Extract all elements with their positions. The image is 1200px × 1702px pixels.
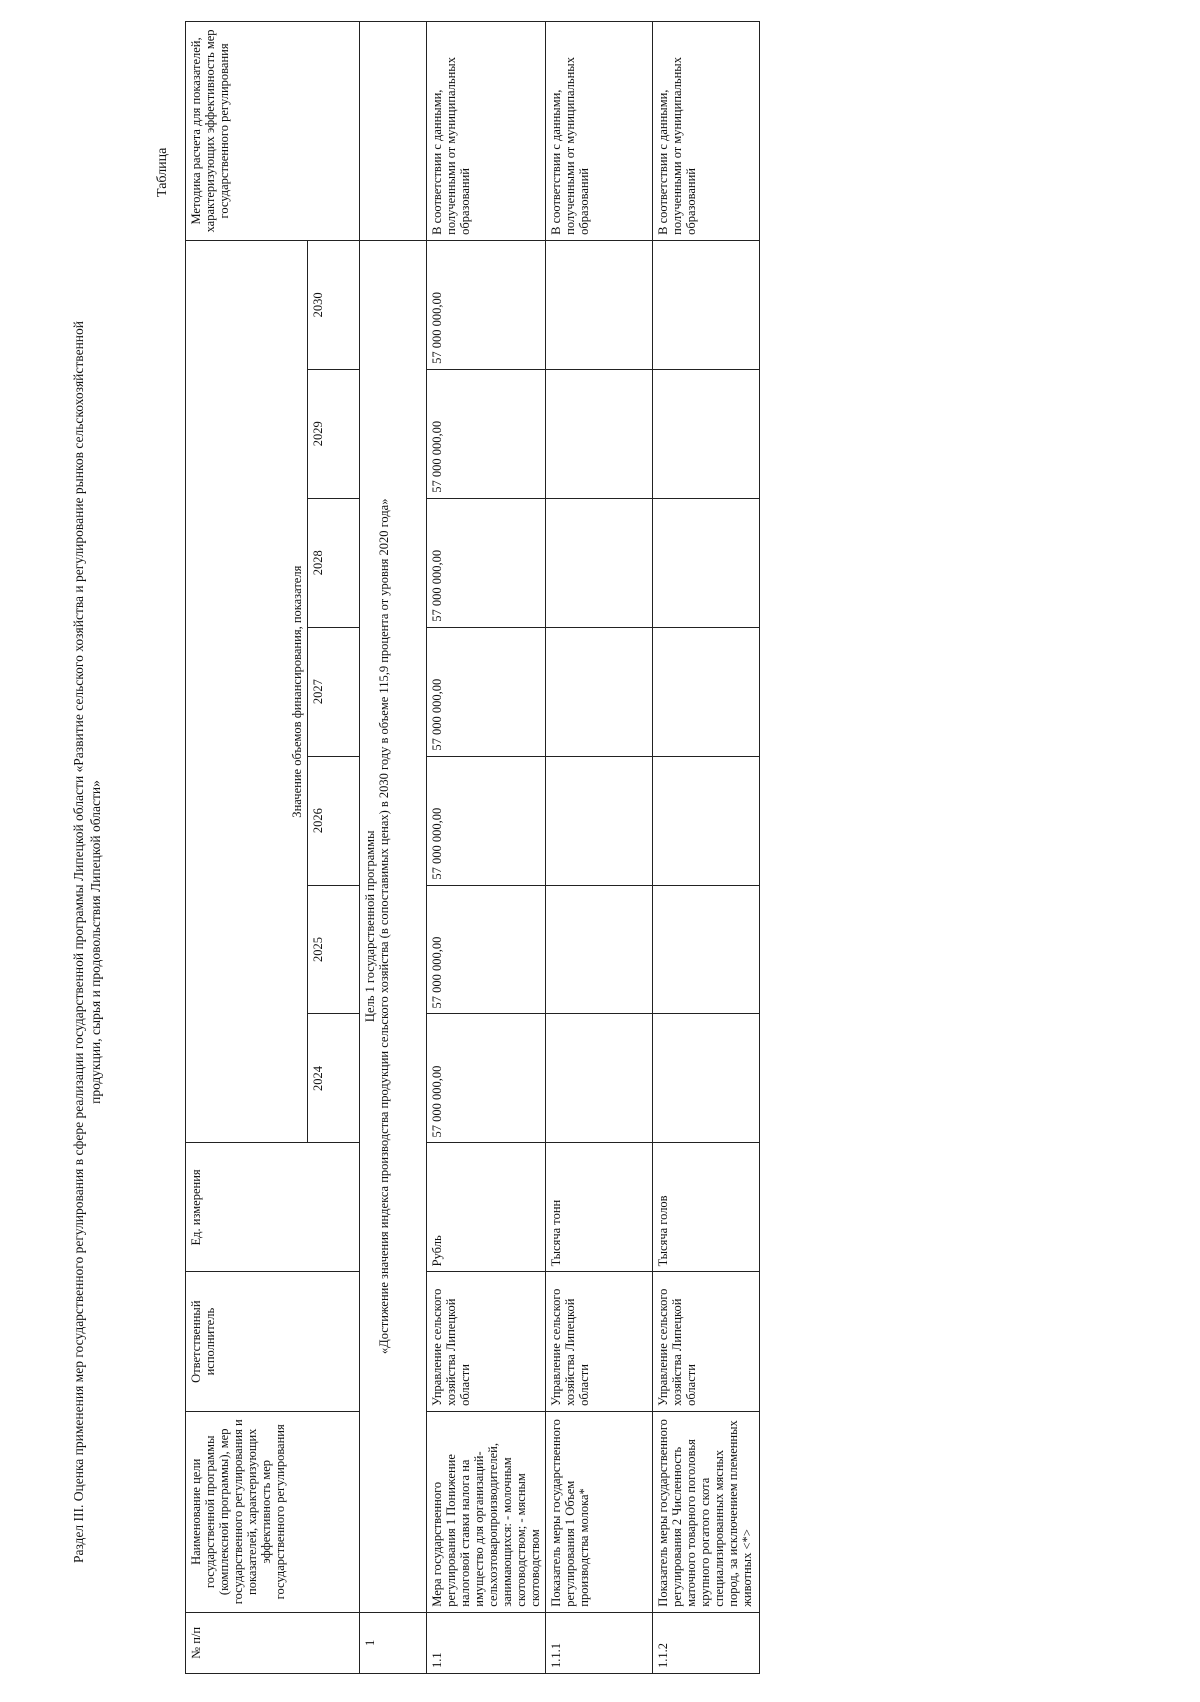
row-value: 57 000 000,00: [427, 369, 546, 498]
header-unit: Ед. измерения: [186, 1143, 360, 1272]
header-year: 2028: [308, 498, 360, 627]
row-value: 57 000 000,00: [427, 627, 546, 756]
row-value: 57 000 000,00: [427, 885, 546, 1014]
row-unit: Тысяча голов: [653, 1143, 760, 1272]
section-heading: [70, 222, 104, 1662]
header-year: 2025: [308, 885, 360, 1014]
row-value: [546, 498, 653, 627]
header-year: 2026: [308, 756, 360, 885]
header-name: Наименование цели государственной программы (комплексной программы), мер государственного регулирования и показателей, характеризующих эффективность мер государственного регулирования: [186, 1411, 360, 1612]
header-values-group: Значение объемов финансирования, показателя: [186, 240, 308, 1143]
goal-row: [360, 22, 427, 1674]
header-year: 2027: [308, 627, 360, 756]
row-value: [653, 240, 760, 369]
row-value: [546, 1014, 653, 1143]
header-year: 2029: [308, 369, 360, 498]
goal-num: 1: [360, 1612, 427, 1673]
heading-line-2: продукции, сырья и продовольствия Липецкой области»: [88, 780, 103, 1104]
row-value: 57 000 000,00: [427, 240, 546, 369]
row-value: [653, 369, 760, 498]
row-value: [546, 627, 653, 756]
goal-method-empty: [360, 22, 427, 241]
row-num: 1.1.1: [546, 1612, 653, 1673]
row-executor: Управление сельского хозяйства Липецкой области: [653, 1272, 760, 1412]
row-value: 57 000 000,00: [427, 498, 546, 627]
goal-title: Цель 1 государственной программы: [363, 830, 377, 1023]
table-row: [653, 22, 760, 1674]
row-unit: Рубль: [427, 1143, 546, 1272]
table-row: [546, 22, 653, 1674]
table-caption: Таблица: [155, 147, 170, 197]
header-method: Методика расчета для показателей, характеризующих эффективность мер государственного регулирования: [186, 22, 360, 241]
row-value: [653, 627, 760, 756]
row-value: [546, 369, 653, 498]
row-value: [546, 756, 653, 885]
measures-table: [185, 21, 760, 1674]
row-value: [546, 885, 653, 1014]
row-method: В соответствии с данными, полученными от муниципальных образований: [546, 22, 653, 241]
row-executor: Управление сельского хозяйства Липецкой области: [546, 1272, 653, 1412]
goal-text: «Достижение значения индекса производства продукции сельского хозяйства (в сопоставимых ценах) в 2030 году в объеме 115,9 процента от уровня 2020 года»: [377, 498, 391, 1355]
header-year: 2030: [308, 240, 360, 369]
row-value: [653, 885, 760, 1014]
row-unit: Тысяча тонн: [546, 1143, 653, 1272]
row-method: В соответствии с данными, полученными от муниципальных образований: [653, 22, 760, 241]
row-value: 57 000 000,00: [427, 756, 546, 885]
header-executor: Ответственный исполнитель: [186, 1272, 360, 1412]
row-value: [546, 240, 653, 369]
row-value: [653, 498, 760, 627]
table-header-row: [186, 22, 308, 1674]
row-value: [653, 1014, 760, 1143]
row-num: 1.1.2: [653, 1612, 760, 1673]
row-num: 1.1: [427, 1612, 546, 1673]
row-method: В соответствии с данными, полученными от муниципальных образований: [427, 22, 546, 241]
header-num: № п/п: [186, 1612, 360, 1673]
heading-line-1: Раздел III. Оценка применения мер государственного регулирования в сфере реализации государственной программы Липецкой области «Развитие сельского хозяйства и регулирование рынков сельскохозяйственной: [71, 320, 86, 1564]
row-name: Мера государственного регулирования 1 Понижение налоговой ставки налога на имущество для организаций-сельхозтоваропроизводителей, занимающихся: - молочным скотоводством; - мясным скотоводством: [427, 1411, 546, 1612]
header-year: 2024: [308, 1014, 360, 1143]
row-value: [653, 756, 760, 885]
goal-cell: [360, 240, 427, 1612]
row-executor: Управление сельского хозяйства Липецкой области: [427, 1272, 546, 1412]
row-name: Показатель меры государственного регулирования 2 Численность маточного товарного поголовья крупного рогатого скота специализированных мясных пород, за исключением племенных животных <*>: [653, 1411, 760, 1612]
row-name: Показатель меры государственного регулирования 1 Объем производства молока*: [546, 1411, 653, 1612]
row-value: 57 000 000,00: [427, 1014, 546, 1143]
table-row: [427, 22, 546, 1674]
